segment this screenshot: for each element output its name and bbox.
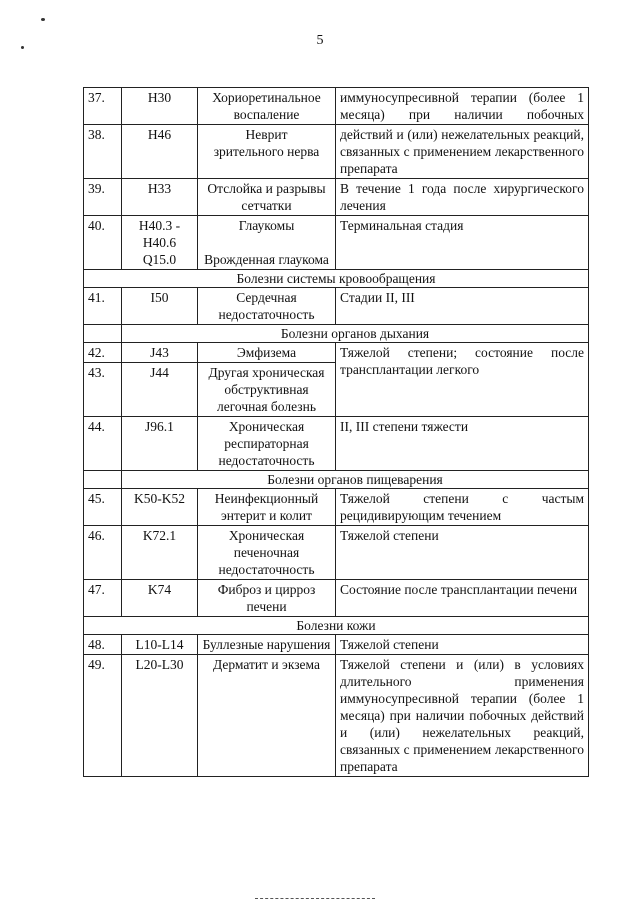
section-title: Болезни органов дыхания bbox=[122, 325, 589, 343]
condition-text: Терминальная стадия bbox=[336, 216, 589, 270]
row-number: 49. bbox=[84, 655, 122, 777]
scan-speck bbox=[41, 18, 45, 21]
table-row bbox=[84, 489, 589, 526]
icd-code: H40.3 - H40.6 Q15.0 bbox=[122, 216, 198, 270]
row-number: 42. bbox=[84, 343, 122, 363]
disease-table bbox=[83, 87, 589, 777]
section-spacer bbox=[84, 471, 122, 489]
section-title: Болезни кожи bbox=[84, 617, 589, 635]
table-row bbox=[84, 580, 589, 617]
icd-code: L10-L14 bbox=[122, 635, 198, 655]
icd-code: L20-L30 bbox=[122, 655, 198, 777]
row-number: 41. bbox=[84, 288, 122, 325]
icd-code: J43 bbox=[122, 343, 198, 363]
icd-code: H30 bbox=[122, 88, 198, 125]
table-row bbox=[84, 216, 589, 270]
disease-name: Буллезные нарушения bbox=[198, 635, 336, 655]
icd-code: J96.1 bbox=[122, 417, 198, 471]
icd-code: K74 bbox=[122, 580, 198, 617]
condition-text: Тяжелой степени с частым рецидивирующим течением bbox=[336, 489, 589, 526]
condition-text: действий и (или) нежелательных реакций, связанных с применением лекарственного препарата bbox=[336, 125, 589, 179]
section-title: Болезни системы кровообращения bbox=[84, 270, 589, 288]
row-number: 44. bbox=[84, 417, 122, 471]
icd-code: I50 bbox=[122, 288, 198, 325]
table-row bbox=[84, 343, 589, 363]
condition-text: Стадии II, III bbox=[336, 288, 589, 325]
icd-code: J44 bbox=[122, 363, 198, 417]
section-header-row bbox=[84, 270, 589, 288]
table-row bbox=[84, 288, 589, 325]
row-number: 46. bbox=[84, 526, 122, 580]
disease-name: Фиброз и цирроз печени bbox=[198, 580, 336, 617]
condition-text: Тяжелой степени bbox=[336, 635, 589, 655]
section-header-row bbox=[84, 471, 589, 489]
table-row bbox=[84, 125, 589, 179]
section-header-row bbox=[84, 325, 589, 343]
condition-text: Состояние после трансплантации печени bbox=[336, 580, 589, 617]
condition-text: В течение 1 года после хирургического лечения bbox=[336, 179, 589, 216]
disease-name: Дерматит и экзема bbox=[198, 655, 336, 777]
disease-name: Эмфизема bbox=[198, 343, 336, 363]
disease-name: Другая хроническая обструктивная легочная болезнь bbox=[198, 363, 336, 417]
row-number: 48. bbox=[84, 635, 122, 655]
disease-name: Отслойка и разрывы сетчатки bbox=[198, 179, 336, 216]
icd-code: H33 bbox=[122, 179, 198, 216]
disease-name: Хроническая печеночная недостаточность bbox=[198, 526, 336, 580]
scan-artifact bbox=[255, 898, 375, 901]
table-row bbox=[84, 526, 589, 580]
disease-name: Сердечная недостаточность bbox=[198, 288, 336, 325]
icd-code: H46 bbox=[122, 125, 198, 179]
table-row bbox=[84, 417, 589, 471]
table-row bbox=[84, 88, 589, 125]
row-number: 39. bbox=[84, 179, 122, 216]
table-row bbox=[84, 179, 589, 216]
section-header-row bbox=[84, 617, 589, 635]
icd-code: K72.1 bbox=[122, 526, 198, 580]
row-number: 37. bbox=[84, 88, 122, 125]
disease-name: Хроническая респираторная недостаточность bbox=[198, 417, 336, 471]
condition-text: Тяжелой степени; состояние после трансплантации легкого bbox=[336, 343, 589, 417]
condition-text: иммуносупресивной терапии (более 1 месяца) при наличии побочных bbox=[336, 88, 589, 125]
icd-code: K50-K52 bbox=[122, 489, 198, 526]
disease-name: Хориоретинальное воспаление bbox=[198, 88, 336, 125]
row-number: 45. bbox=[84, 489, 122, 526]
condition-text: Тяжелой степени bbox=[336, 526, 589, 580]
disease-name: Неврит зрительного нерва bbox=[198, 125, 336, 179]
table-row bbox=[84, 655, 589, 777]
section-title: Болезни органов пищеварения bbox=[122, 471, 589, 489]
table-row bbox=[84, 635, 589, 655]
row-number: 38. bbox=[84, 125, 122, 179]
disease-name: Неинфекционный энтерит и колит bbox=[198, 489, 336, 526]
row-number: 43. bbox=[84, 363, 122, 417]
disease-name: Глаукомы Врожденная глаукома bbox=[198, 216, 336, 270]
section-spacer bbox=[84, 325, 122, 343]
row-number: 47. bbox=[84, 580, 122, 617]
condition-text: Тяжелой степени и (или) в условиях длительного применения иммуносупресивной терапии (более 1 месяца) при наличии побочных действий и (или) нежелательных реакций, связанных с применением лекарственного препарата bbox=[336, 655, 589, 777]
condition-text: II, III степени тяжести bbox=[336, 417, 589, 471]
page-number: 5 bbox=[316, 33, 324, 48]
row-number: 40. bbox=[84, 216, 122, 270]
